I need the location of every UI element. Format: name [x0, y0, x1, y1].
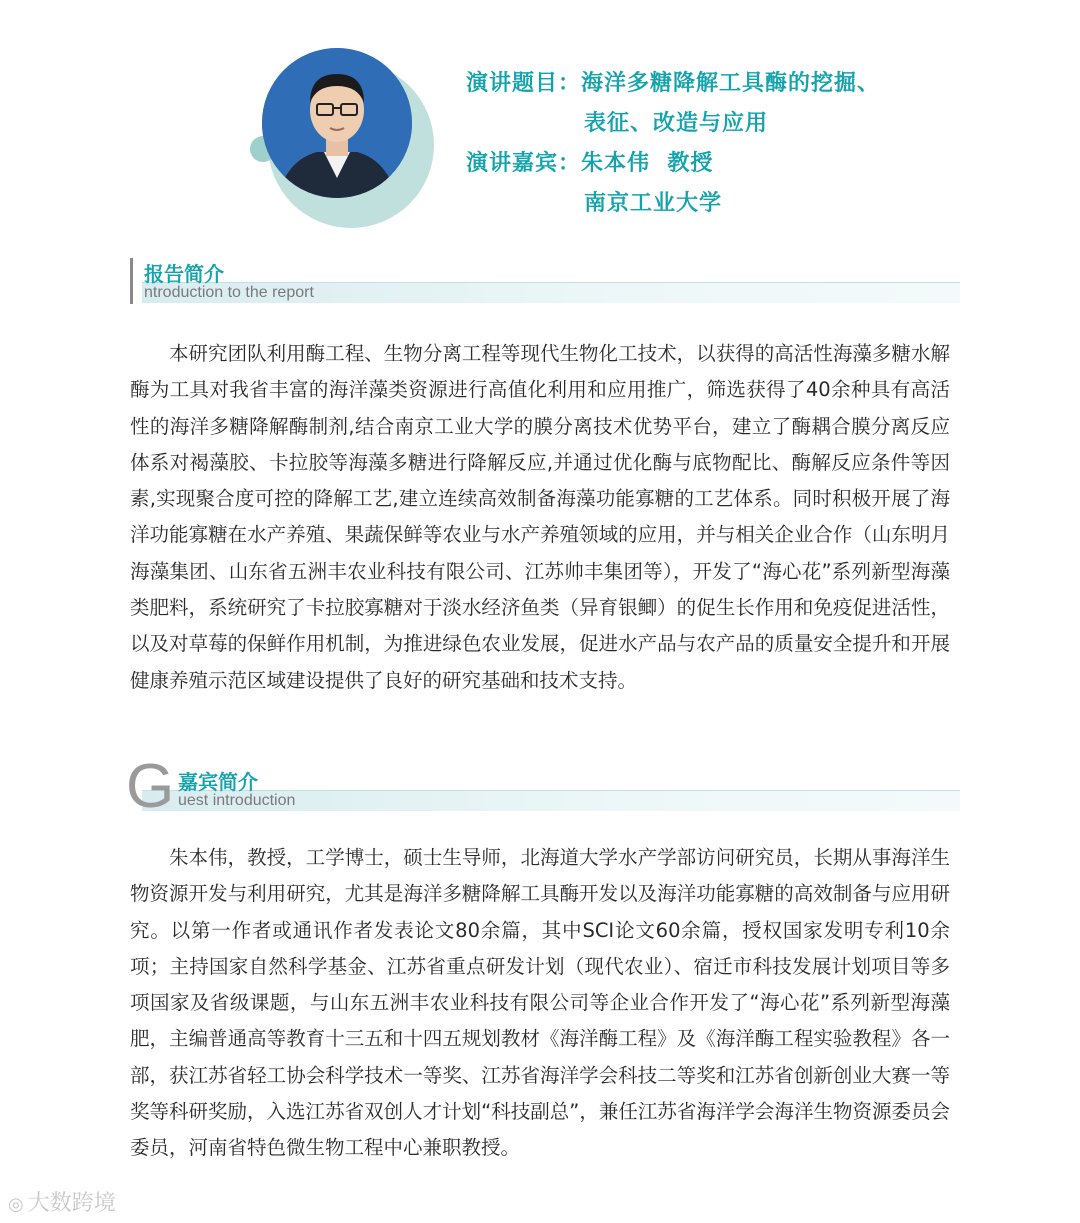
speaker-photo-block	[240, 40, 440, 220]
guest-heading-cn: 嘉宾简介	[178, 770, 258, 794]
report-body: 本研究团队利用酶工程、生物分离工程等现代生物化工技术，以获得的高活性海藻多糖水解酶为工具对我省丰富的海洋藻类资源进行高值化利用和应用推广，筛选获得了40余种具有高活性的海洋多糖降解酶制剂,结合南京工业大学的膜分离技术优势平台，建立了酶耦合膜分离反应体系对褐藻胶、卡拉胶等海藻多糖进行降解反应,并通过优化酶与底物配比、酶解反应条件等因素,实现聚合度可控的降解工艺,建立连续高效制备海藻功能寡糖的工艺体系。同时积极开展了海洋功能寡糖在水产养殖、果蔬保鲜等农业与水产养殖领域的应用，并与相关企业合作（山东明月海藻集团、山东省五洲丰农业科技有限公司、江苏帅丰集团等），开发了“海心花”系列新型海藻类肥料，系统研究了卡拉胶寡糖对于淡水经济鱼类（异育银鲫）的促生长作用和免疫促进活性，以及对草莓的保鲜作用机制，为推进绿色农业发展，促进水产品与农产品的质量安全提升和开展健康养殖示范区域建设提供了良好的研究基础和技术支持。	[130, 342, 950, 692]
guest-heading-en: uest introduction	[178, 792, 296, 809]
watermark-text: 大数跨境	[27, 1191, 116, 1216]
speaker-name: 朱本伟 教授	[581, 151, 714, 176]
talk-title-line2: 表征、改造与应用	[584, 111, 769, 136]
guest-section-header	[126, 752, 960, 821]
guest-heading-initial: G	[126, 752, 175, 821]
talk-title-text-1: 海洋多糖降解工具酶的挖掘、	[581, 71, 881, 96]
watermark	[8, 1186, 116, 1217]
speaker-org: 南京工业大学	[584, 191, 723, 216]
speaker-line	[466, 146, 713, 177]
report-heading-cn: 报告简介	[144, 262, 224, 286]
speaker-avatar	[262, 48, 412, 198]
speaker-label: 演讲嘉宾：	[466, 151, 582, 176]
report-section-header	[130, 258, 960, 304]
section-bar	[130, 258, 133, 304]
report-heading-en: ntroduction to the report	[144, 284, 314, 301]
talk-title-line1	[466, 66, 880, 97]
talk-title-label: 演讲题目：	[466, 71, 582, 96]
weibo-logo-icon: ◎	[8, 1194, 24, 1215]
guest-body: 朱本伟，教授，工学博士，硕士生导师，北海道大学水产学部访问研究员，长期从事海洋生物资源开发与利用研究，尤其是海洋多糖降解工具酶开发以及海洋功能寡糖的高效制备与应用研究。以第一作者或通讯作者发表论文80余篇，其中SCI论文60余篇，授权国家发明专利10余项；主持国家自然科学基金、江苏省重点研发计划（现代农业）、宿迁市科技发展计划项目等多项国家及省级课题，与山东五洲丰农业科技有限公司等企业合作开发了“海心花”系列新型海藻肥，主编普通高等教育十三五和十四五规划教材《海洋酶工程》及《海洋酶工程实验教程》各一部，获江苏省轻工协会科学技术一等奖、江苏省海洋学会科技二等奖和江苏省创新创业大赛一等奖等科研奖励，入选江苏省双创人才计划“科技副总”，兼任江苏省海洋学会海洋生物资源委员会委员，河南省特色微生物工程中心兼职教授。	[130, 846, 950, 1160]
